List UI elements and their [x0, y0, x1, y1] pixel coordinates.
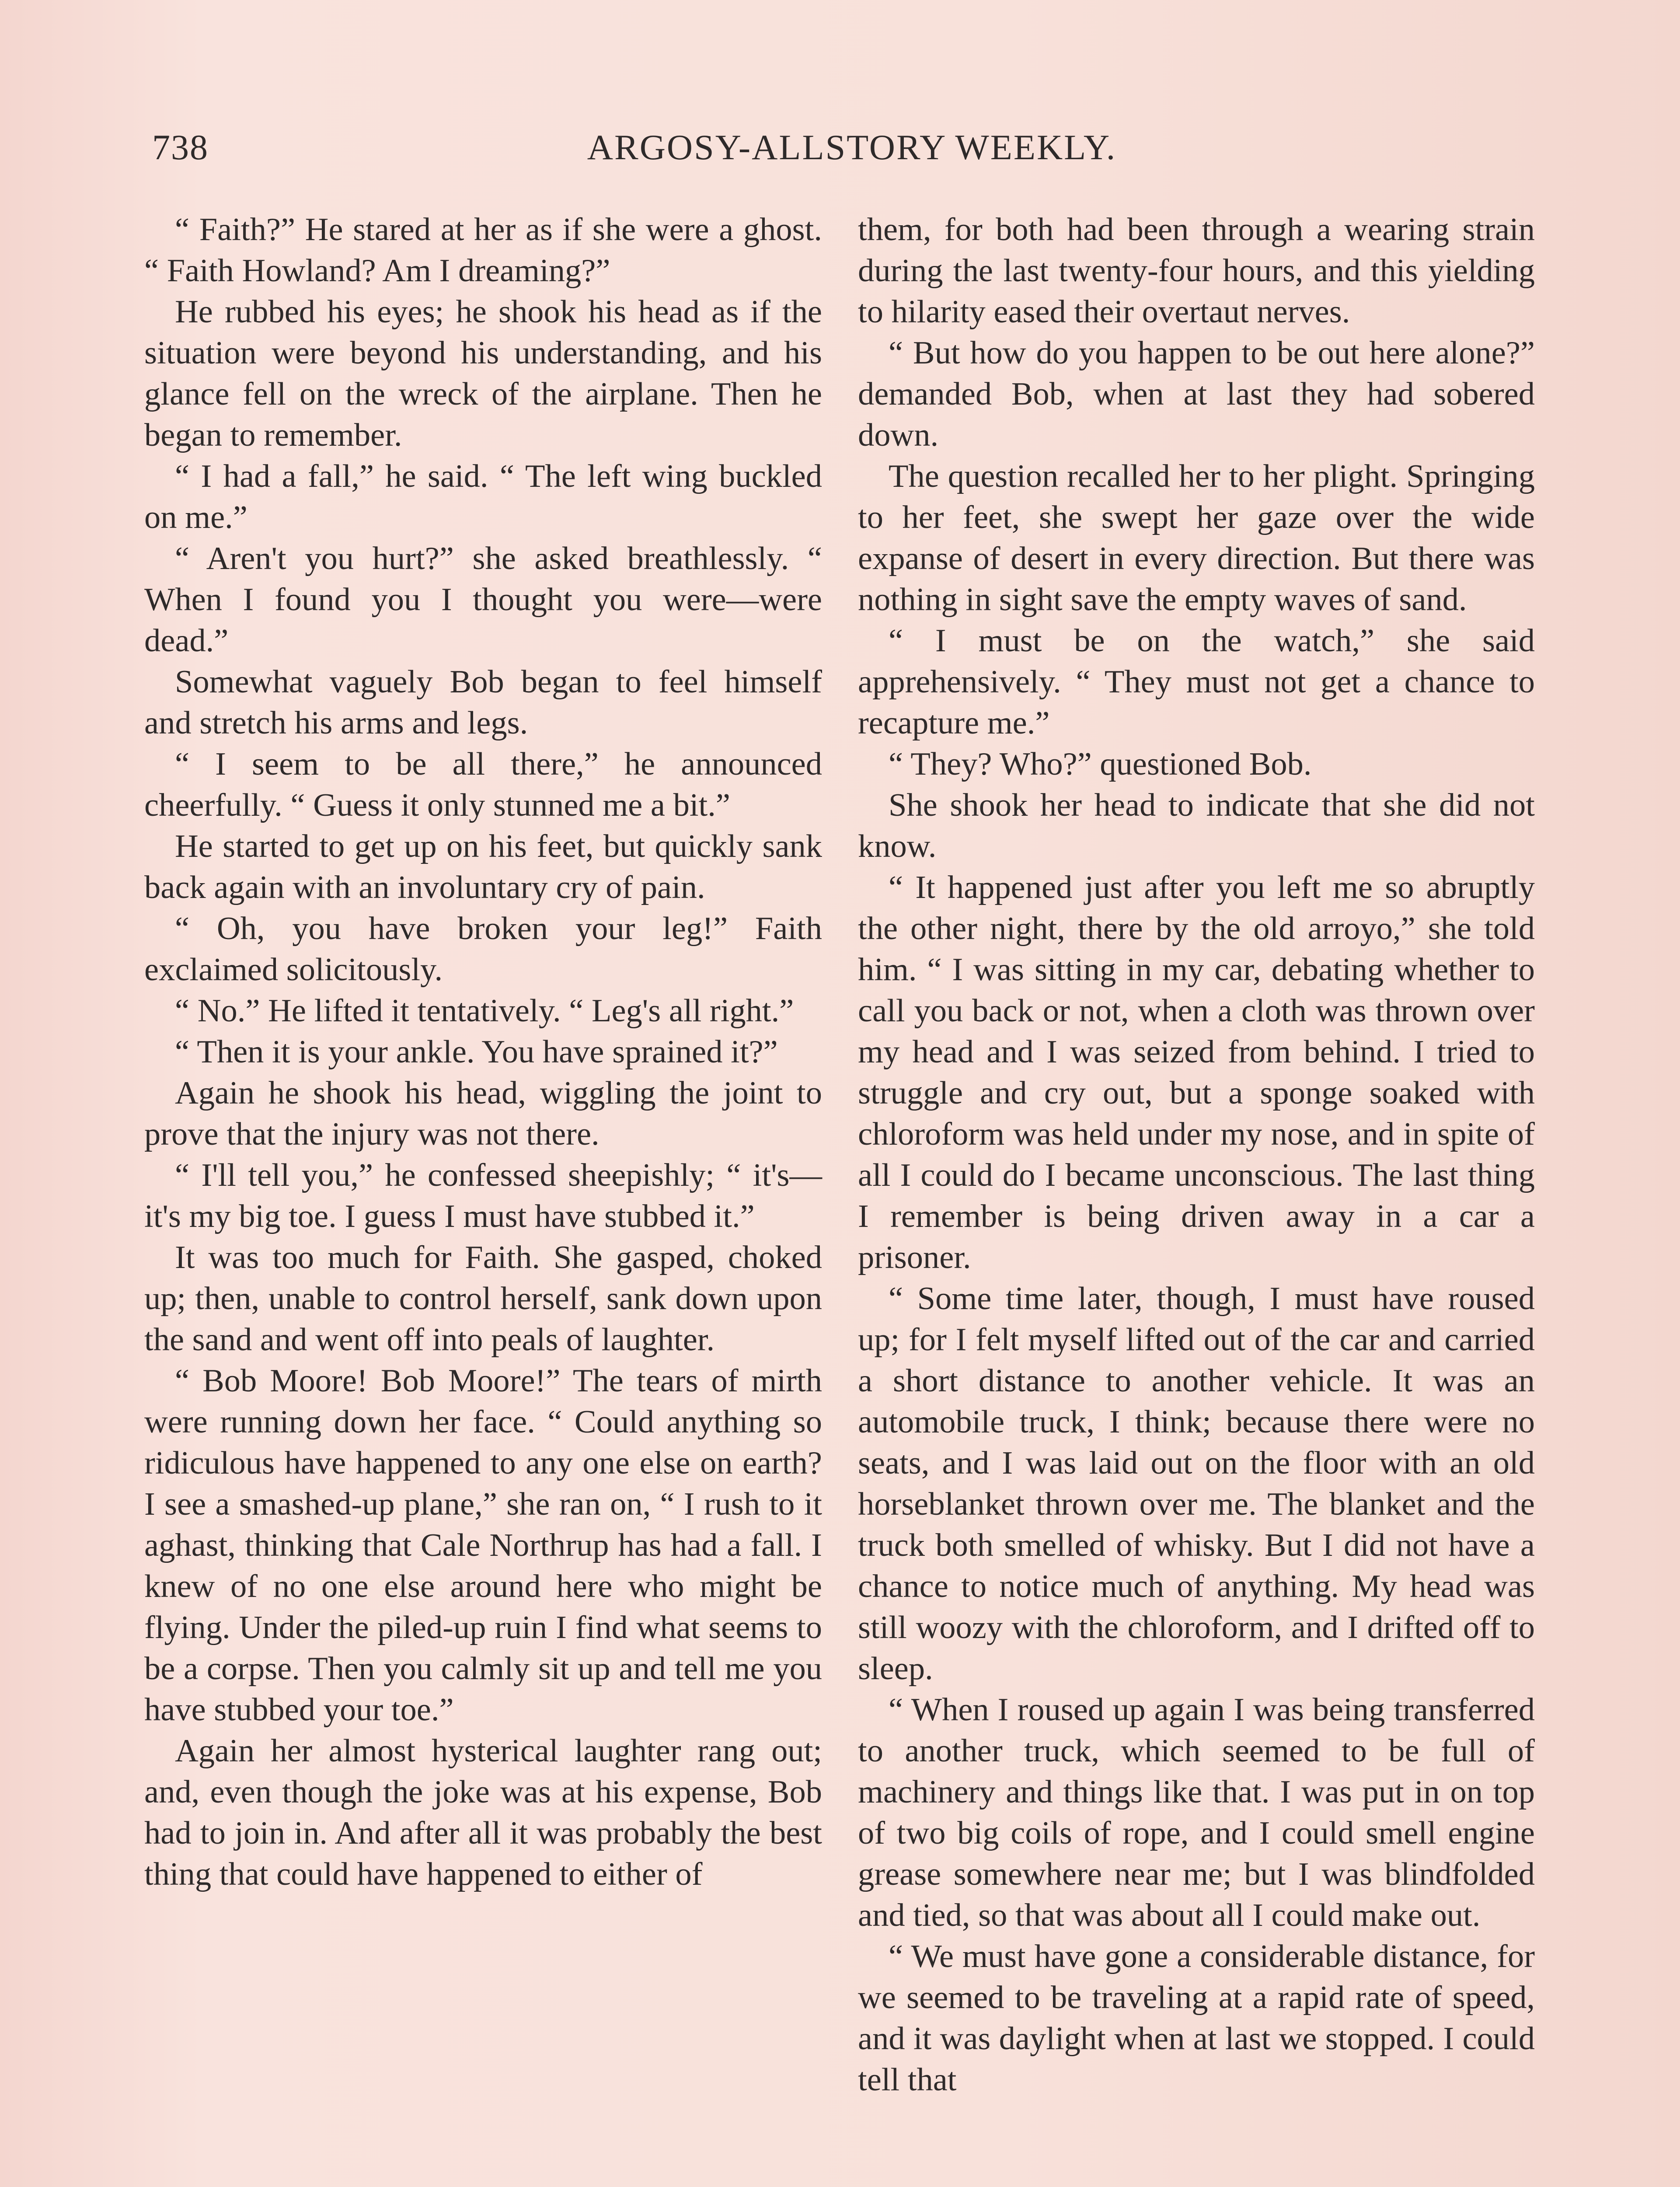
page-number: 738 — [152, 127, 209, 167]
paragraph: Again her almost hysterical laughter rang out; and, even though the joke was at his expense, Bob had to join in. And after all it was probably the best thing that could have happened to either of — [144, 1733, 822, 1892]
paragraph: She shook her head to indicate that she did not know. — [858, 787, 1535, 864]
paragraph: “ I had a fall,” he said. “ The left wing buckled on me.” — [144, 458, 822, 535]
paragraph: them, for both had been through a wearing strain during the last twenty-four hours, and this yielding to hilarity eased their overtaut nerves. — [858, 212, 1535, 330]
paragraph: “ Aren't you hurt?” she asked breathlessly. “ When I found you I thought you were—were dead.” — [144, 541, 822, 659]
paragraph: The question recalled her to her plight. Springing to her feet, she swept her gaze over the wide expanse of desert in every direction. But there was nothing in sight save the empty waves of sand. — [858, 458, 1535, 618]
paragraph: “ It happened just after you left me so abruptly the other night, there by the old arroyo,” she told him. “ I was sitting in my car, debating whether to call you back or not, when a cloth was thrown over my head and I was seized from behind. I tried to struggle and cry out, but a sponge soaked with chloroform was held under my nose, and in spite of all I could do I became unconscious. The last thing I remember is being driven away in a car a prisoner. — [858, 870, 1535, 1275]
paragraph: “ I seem to be all there,” he announced cheerfully. “ Guess it only stunned me a bit.” — [144, 746, 822, 823]
paragraph: It was too much for Faith. She gasped, choked up; then, unable to control herself, sank down upon the sand and went off into peals of laughter. — [144, 1240, 822, 1358]
left-column — [144, 209, 822, 2187]
paragraph: “ Then it is your ankle. You have sprained it?” — [175, 1034, 778, 1070]
running-head: ARGOSY-ALLSTORY WEEKLY. — [587, 127, 1117, 167]
paragraph: “ I'll tell you,” he confessed sheepishly; “ it's—it's my big toe. I guess I must have stubbed it.” — [144, 1157, 822, 1234]
paragraph: He started to get up on his feet, but quickly sank back again with an involuntary cry of pain. — [144, 828, 822, 905]
paragraph: “ We must have gone a considerable distance, for we seemed to be traveling at a rapid rate of speed, and it was daylight when at last we stopped. I could tell that — [858, 1939, 1535, 2098]
paragraph: “ Bob Moore! Bob Moore!” The tears of mirth were running down her face. “ Could anything so ridiculous have happened to any one else on earth? I see a smashed-up plane,” she ran on, “ I rush to it aghast, thinking that Cale Northrup has had a fall. I knew of no one else around here who might be flying. Under the piled-up ruin I find what seems to be a corpse. Then you calmly sit up and tell me you have stubbed your toe.” — [144, 1363, 822, 1728]
paragraph: “ When I roused up again I was being transferred to another truck, which seemed to be full of machinery and things like that. I was put in on top of two big coils of rope, and I could smell engine grease somewhere near me; but I was blindfolded and tied, so that was about all I could make out. — [858, 1692, 1535, 1933]
paragraph: “ But how do you happen to be out here alone?” demanded Bob, when at last they had sobered down. — [858, 335, 1535, 453]
paragraph: Again he shook his head, wiggling the joint to prove that the injury was not there. — [144, 1075, 822, 1152]
paragraph: “ Oh, you have broken your leg!” Faith exclaimed solicitously. — [144, 911, 822, 988]
paragraph: “ No.” He lifted it tentatively. “ Leg's all right.” — [175, 993, 794, 1029]
page-header — [152, 127, 1551, 179]
paragraph: Somewhat vaguely Bob began to feel himself and stretch his arms and legs. — [144, 664, 822, 741]
right-column — [858, 209, 1535, 2187]
paragraph: “ They? Who?” questioned Bob. — [889, 746, 1312, 782]
paragraph: “ Faith?” He stared at her as if she were a ghost. “ Faith Howland? Am I dreaming?” — [144, 212, 822, 289]
paragraph: “ I must be on the watch,” she said apprehensively. “ They must not get a chance to recapture me.” — [858, 623, 1535, 741]
paragraph: “ Some time later, though, I must have roused up; for I felt myself lifted out of the car and carried a short distance to another vehicle. It was an automobile truck, I think; because there were no seats, and I was laid out on the floor with an old horseblanket thrown over me. The blanket and the truck both smelled of whisky. But I did not have a chance to notice much of anything. My head was still woozy with the chloroform, and I drifted off to sleep. — [858, 1281, 1535, 1687]
paragraph: He rubbed his eyes; he shook his head as if the situation were beyond his understanding, and his glance fell on the wreck of the airplane. Then he began to remember. — [144, 294, 822, 453]
